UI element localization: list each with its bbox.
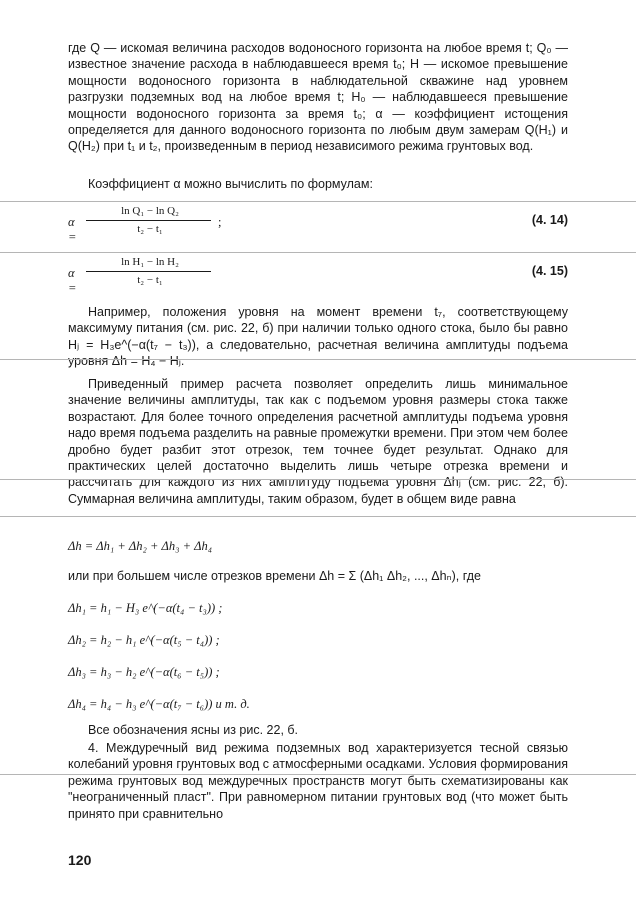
- fraction-bar: [86, 220, 211, 221]
- paragraph-example: Например, положения уровня на момент времени t₇, соответствующему максимуму питания (см. рис. 22, б) при наличии только одного стока, было бы равно Hⱼ = H₃e^(−α(t₇ − t₃)), а следовательно, расчетная величина амплитуды подъема уровня Δh = H₄ − Hⱼ.: [68, 305, 568, 369]
- equation-4-15: [68, 256, 568, 296]
- equation-delta-h4: Δh₄ = h₄ − h₃ e^(−α(t₇ − t₆)) и т. д.: [68, 697, 250, 711]
- fraction-numerator: ln Q₁ − ln Q₂: [121, 205, 179, 217]
- paragraph-sum-general: или при большем числе отрезков времени Δh = Σ (Δh₁ Δh₂, ..., Δhₙ), где: [68, 569, 481, 583]
- fraction-denominator: t₂ − t₁: [137, 223, 163, 235]
- paragraph-notation: Все обозначения ясны из рис. 22, б.: [88, 723, 299, 737]
- fraction-numerator: ln H₁ − ln H₂: [121, 256, 179, 268]
- equation-number: (4. 14): [531, 213, 568, 227]
- paragraph-definitions: где Q — искомая величина расходов водоносного горизонта на любое время t; Q₀ — известное значение расхода в наблюдавшееся время t₀; H — искомое превышение мощности водоносного горизонта в наблюдательной скважине над уровнем разгрузки подземных вод на любое время t; H₀ — наблюдавшееся превышение мощности водоносного горизонта за время t₀; α — коэффициент истощения определяется для данного водоносного горизонта по любым двум замерам Q(H₁) и Q(H₂) при t₁ и t₂, произведенным в период независимого режима грунтовых вод.: [68, 41, 568, 154]
- equation-lhs: α =: [68, 215, 77, 244]
- scan-line: [0, 516, 636, 517]
- paragraph-coefficient-intro: Коэффициент α можно вычислить по формулам:: [88, 177, 373, 191]
- page-number: 120: [68, 852, 92, 868]
- equation-delta-h2: Δh₂ = h₂ − h₁ e^(−α(t₅ − t₄)) ;: [68, 633, 220, 647]
- scan-line: [0, 359, 636, 360]
- equation-4-14: [68, 205, 568, 245]
- fraction-bar: [86, 271, 211, 272]
- scan-line: [0, 479, 636, 480]
- equation-number: (4. 15): [531, 264, 568, 278]
- fraction-denominator: t₂ − t₁: [137, 274, 163, 286]
- scan-line: [0, 201, 636, 202]
- scan-line: [0, 774, 636, 775]
- equation-sum: Δh = Δh₁ + Δh₂ + Δh₃ + Δh₄: [68, 539, 213, 553]
- equation-tail: ;: [218, 215, 222, 229]
- paragraph-amplitude: Приведенный пример расчета позволяет определить лишь минимальное значение величины амплитуды, так как с подъемом уровня размеры стока также возрастают. Для более точного определения расчетной амплитуды подъема уровня надо время подъема разделить на равные промежутки времени. При этом чем более дробно будет разбит этот отрезок, тем точнее будет результат. Однако для практических целей достаточно выделить лишь четыре отрезка времени и рассчитать для каждого из них амплитуду подъема уровня Δhⱼ (см. рис. 22, б). Суммарная величина амплитуды, таким образом, будет в общем виде равна: [68, 377, 568, 506]
- equation-lhs: α =: [68, 266, 77, 295]
- paragraph-interfluve-regime: 4. Междуречный вид режима подземных вод характеризуется тесной связью колебаний уровня грунтовых вод с атмосферными осадками. Условия формирования режима грунтовых вод междуречных пространств могут быть схематизированы как "неограниченный пласт". При равномерном питании грунтовых вод (что может быть принято при сравнительно: [68, 741, 568, 821]
- equation-delta-h3: Δh₃ = h₃ − h₂ e^(−α(t₆ − t₅)) ;: [68, 665, 220, 679]
- equation-delta-h1: Δh₁ = h₁ − H₃ e^(−α(t₄ − t₃)) ;: [68, 601, 223, 615]
- scan-line: [0, 252, 636, 253]
